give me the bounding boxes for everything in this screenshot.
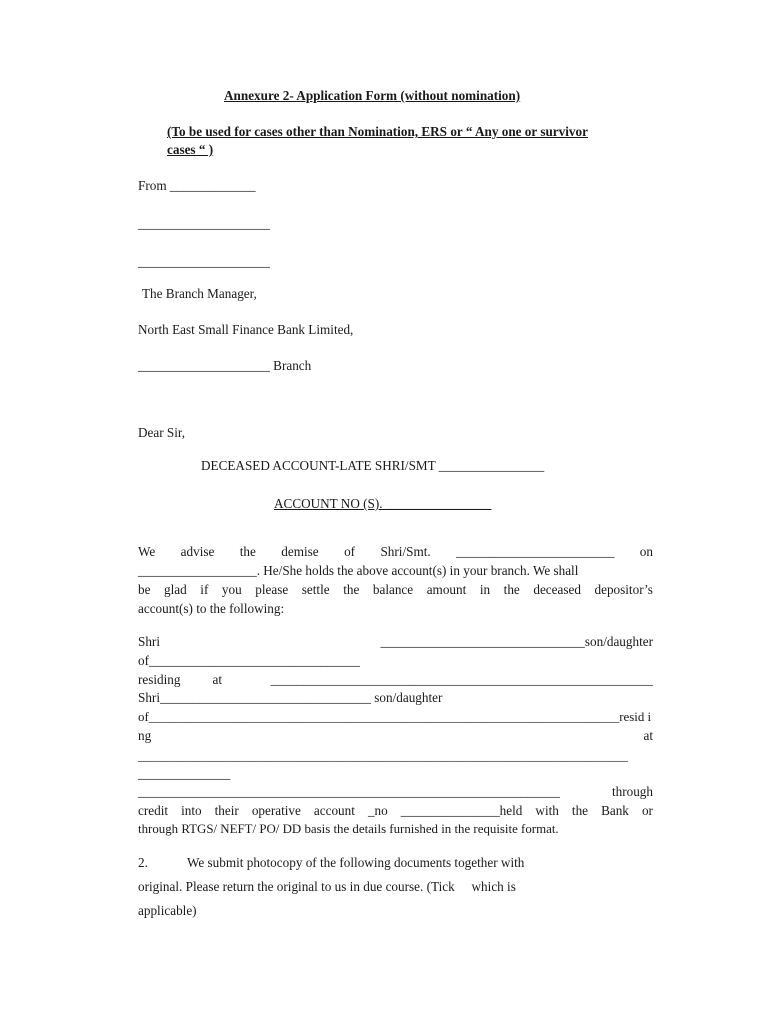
word: their xyxy=(214,803,239,818)
word: the xyxy=(343,582,360,597)
word: glad xyxy=(164,582,187,597)
address-blank-1: ____________________ xyxy=(138,216,270,231)
word: We xyxy=(138,544,156,559)
para2-line6 xyxy=(138,728,653,744)
form-title: Annexure 2- Application Form (without nomination) xyxy=(224,88,521,103)
word: at xyxy=(212,672,223,687)
bank-name: North East Small Finance Bank Limited, xyxy=(138,322,354,337)
word: Shri xyxy=(138,634,160,649)
para2-line11: through RTGS/ NEFT/ PO/ DD basis the details furnished in the requisite format. xyxy=(138,822,559,836)
word: ________________________ xyxy=(456,544,615,559)
word: amount xyxy=(426,582,467,597)
word: you xyxy=(221,582,242,597)
word: operative xyxy=(251,803,301,818)
word: at xyxy=(643,728,653,743)
point-number: 2. xyxy=(138,855,148,870)
para2-line8: ______________ xyxy=(138,766,231,781)
salutation: Dear Sir, xyxy=(138,425,186,440)
address-blank-2: ____________________ xyxy=(138,254,270,269)
word: the xyxy=(571,803,589,818)
word: be xyxy=(138,582,151,597)
point2-line1: We submit photocopy of the following documents together with xyxy=(187,855,525,870)
point2-line2: original. Please return the original to us in due course. (Tick   which is xyxy=(138,879,516,894)
word: the xyxy=(503,582,520,597)
word: ng xyxy=(138,728,152,743)
word: Shri/Smt. xyxy=(380,544,431,559)
para1-line3 xyxy=(138,582,653,598)
word: if xyxy=(200,582,209,597)
word: demise xyxy=(281,544,319,559)
form-subtitle-line1: (To be used for cases other than Nomination, ERS or “ Any one or survivor xyxy=(167,124,588,139)
word: through xyxy=(611,784,653,799)
word: __________________________________________________________ xyxy=(270,672,653,687)
para1-line4: account(s) to the following: xyxy=(138,601,285,616)
word: settle xyxy=(301,582,330,597)
point2-line3: applicable) xyxy=(138,903,197,918)
word: the xyxy=(239,544,256,559)
para2-line9 xyxy=(138,784,653,800)
branch-field: ____________________ Branch xyxy=(138,358,312,373)
account-number-line: ACCOUNT NO (S). ________________ xyxy=(274,496,492,511)
word: Bank xyxy=(601,803,629,818)
para2-line1 xyxy=(138,634,653,650)
para2-line2: of________________________________ xyxy=(138,653,360,668)
para2-line7: ____________________________________________________________________________ xyxy=(138,749,628,763)
para2-line5: of_________________________________________________________________________resid i xyxy=(138,710,652,724)
word: depositor’s xyxy=(594,582,653,597)
para1-line1 xyxy=(138,544,653,560)
word: in xyxy=(479,582,491,597)
para2-line4: Shri________________________________ son/daughter xyxy=(138,690,443,705)
word: or xyxy=(641,803,653,818)
word: with xyxy=(535,803,559,818)
word: _no xyxy=(367,803,388,818)
word: into xyxy=(181,803,202,818)
word: balance xyxy=(372,582,414,597)
word: please xyxy=(255,582,289,597)
para1-line2: __________________. He/She holds the above account(s) in your branch. We shall xyxy=(138,563,579,578)
from-field: From _____________ xyxy=(138,178,256,193)
word: of xyxy=(344,544,356,559)
subject-line: DECEASED ACCOUNT-LATE SHRI/SMT ________________ xyxy=(201,458,545,473)
word: ________________________________________________________________ xyxy=(138,784,560,799)
para2-line3 xyxy=(138,672,653,688)
word: _______________held xyxy=(400,803,523,818)
form-subtitle-line2: cases “ ) xyxy=(167,142,214,157)
word: credit xyxy=(138,803,169,818)
word: deceased xyxy=(533,582,581,597)
word: _______________________________son/daughter xyxy=(380,634,653,649)
word: on xyxy=(639,544,653,559)
addressee: The Branch Manager, xyxy=(142,286,257,301)
word: advise xyxy=(180,544,215,559)
para2-line10 xyxy=(138,803,653,819)
word: residing xyxy=(138,672,181,687)
word: account xyxy=(313,803,355,818)
